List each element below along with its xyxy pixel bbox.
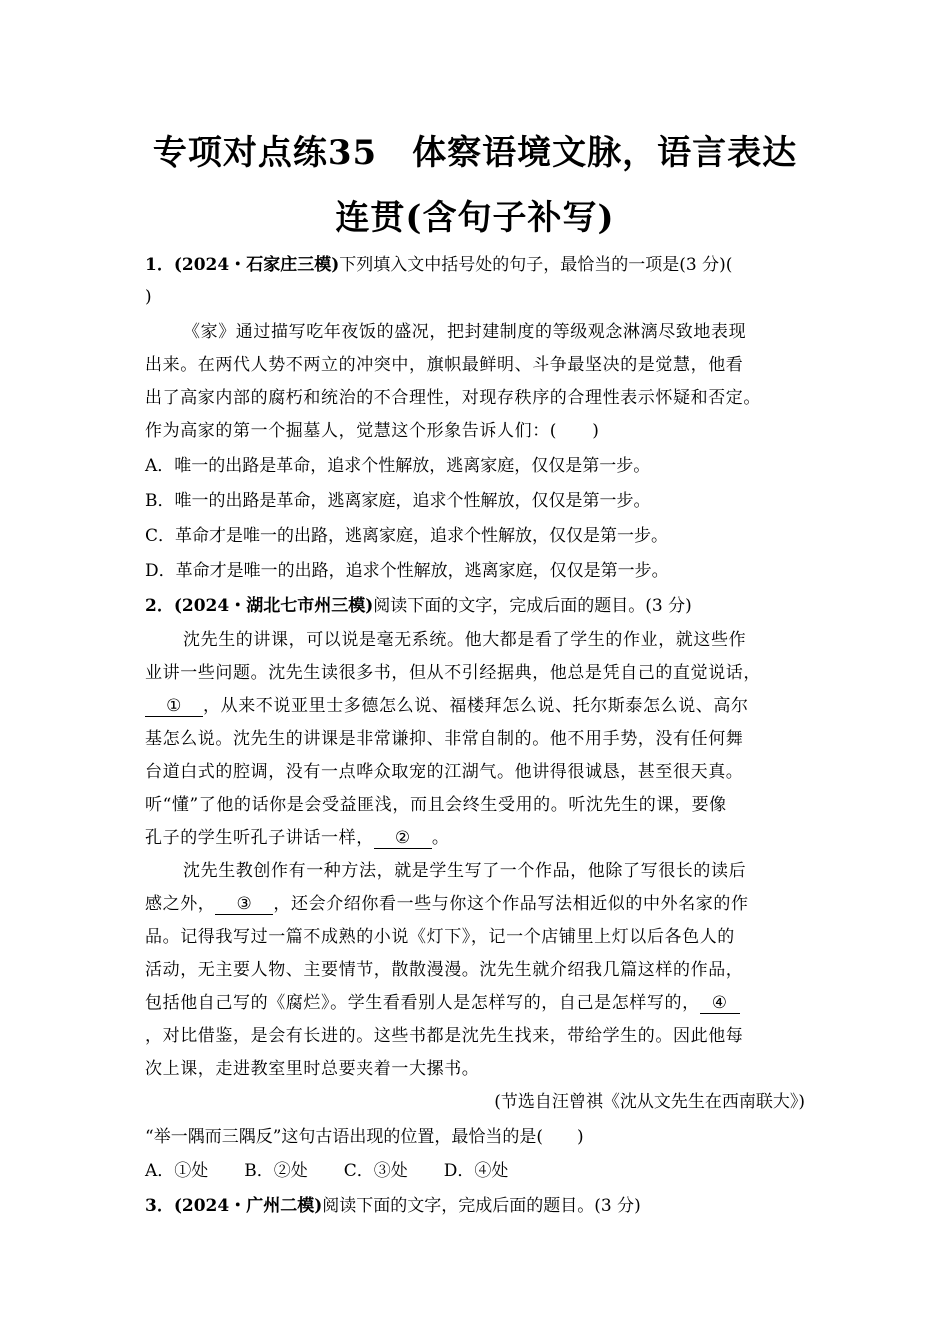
q1-passage-line: 作为高家的第一个掘墓人，觉慧这个形象告诉人们：( ): [145, 421, 600, 441]
q2-stem: 阅读下面的文字，完成后面的题目。(3 分): [373, 596, 692, 616]
q1-stem-end: ): [145, 287, 152, 307]
q1-option-b: B．唯一的出路是革命，逃离家庭，追求个性解放，仅仅是第一步。: [145, 491, 651, 511]
q2-options: [145, 1158, 825, 1184]
title-line-2: 连贯(含句子补写): [335, 198, 615, 238]
q1-passage-line: 出来。在两代人势不两立的冲突中，旗帜最鲜明、斗争最坚决的是觉慧，他看: [145, 355, 744, 375]
q2-option-c: C．③处: [343, 1161, 408, 1181]
q2-option-a: A．①处: [145, 1161, 209, 1181]
q2-p1-text: 孔子的学生听孔子讲话一样，: [145, 828, 374, 848]
citation: (节选自汪曾祺《沈从文先生在西南联大》): [494, 1092, 805, 1112]
q2-p2-text: 包括他自己写的《腐烂》。学生看看别人是怎样写的，自己是怎样写的，: [145, 993, 700, 1013]
q2-p2-line: 品。记得我写过一篇不成熟的小说《灯下》，记一个店铺里上灯以后各色人的: [145, 927, 735, 947]
q2-p2-line: 次上课，走进教室里时总要夹着一大摞书。: [145, 1059, 480, 1079]
q2-p1-line: 业讲一些问题。沈先生读很多书，但从不引经据典，他总是凭自己的直觉说话，: [145, 663, 761, 683]
q1-option-c: C．革命才是唯一的出路，逃离家庭，追求个性解放，仅仅是第一步。: [145, 526, 669, 546]
q2-heading: [145, 593, 825, 619]
q2-p1-text: ，从来不说亚里士多德怎么说、福楼拜怎么说、托尔斯泰怎么说、高尔: [203, 696, 749, 716]
q2-p2-text: 感之外，: [145, 894, 216, 914]
q2-source: (2024・湖北七市州三模): [173, 596, 374, 616]
q2-number: 2．: [145, 596, 174, 616]
blank-2: ②: [374, 828, 432, 849]
q1-source: (2024・石家庄三模): [173, 255, 340, 275]
q2-option-b: B．②处: [244, 1161, 308, 1181]
q1-heading: [145, 252, 825, 278]
q2-p1-line: 台道白式的腔调，没有一点哗众取宠的江湖气。他讲得很诚恳，甚至很天真。: [145, 762, 744, 782]
q2-p2-text: ，还会介绍你看一些与你这个作品写法相近似的中外名家的作: [273, 894, 749, 914]
q3-number: 3．: [145, 1196, 174, 1216]
q1-option-a: A．唯一的出路是革命，追求个性解放，逃离家庭，仅仅是第一步。: [145, 456, 651, 476]
q2-question: “举一隅而三隅反”这句古语出现的位置，最恰当的是( ): [145, 1127, 584, 1147]
q2-p1-text: 。: [431, 828, 450, 848]
q2-p1-line: [145, 825, 825, 851]
q1-option-d: D．革命才是唯一的出路，追求个性解放，逃离家庭，仅仅是第一步。: [145, 561, 669, 581]
q2-option-d: D．④处: [443, 1161, 509, 1181]
q1-passage-line: 出了高家内部的腐朽和统治的不合理性，对现存秩序的合理性表示怀疑和否定。: [145, 388, 761, 408]
q3-source: (2024・广州二模): [173, 1196, 323, 1216]
q3-heading: [145, 1193, 825, 1219]
blank-3: ③: [215, 894, 273, 915]
blank-1: ①: [145, 696, 203, 717]
q2-p1-line: 基怎么说。沈先生的讲课是非常谦抑、非常自制的。他不用手势，没有任何舞: [145, 729, 744, 749]
q2-p2-line: [145, 891, 825, 917]
q1-passage-line: 《家》通过描写吃年夜饭的盛况，把封建制度的等级观念淋漓尽致地表现: [183, 322, 747, 342]
q1-stem: 下列填入文中括号处的句子，最恰当的一项是(3 分)(: [339, 255, 733, 275]
q2-p1-line: [145, 693, 825, 719]
q3-stem: 阅读下面的文字，完成后面的题目。(3 分): [322, 1196, 641, 1216]
q2-p1-line: 听“懂”了他的话你是会受益匪浅，而且会终生受用的。听沈先生的课，要像: [145, 795, 727, 815]
q2-p1-line: 沈先生的讲课，可以说是毫无系统。他大都是看了学生的作业，就这些作: [183, 630, 747, 650]
title-line-1: 专项对点练35 体察语境文脉，语言表达: [152, 133, 798, 173]
blank-4: ④: [700, 993, 740, 1014]
q2-p2-line: 活动，无主要人物、主要情节，散散漫漫。沈先生就介绍我几篇这样的作品，: [145, 960, 744, 980]
q1-number: 1．: [145, 255, 174, 275]
q2-p2-line: ，对比借鉴，是会有长进的。这些书都是沈先生找来，带给学生的。因此他每: [145, 1026, 744, 1046]
q2-p2-line: 沈先生教创作有一种方法，就是学生写了一个作品，他除了写很长的读后: [183, 861, 747, 881]
q2-p2-line: [145, 990, 825, 1016]
